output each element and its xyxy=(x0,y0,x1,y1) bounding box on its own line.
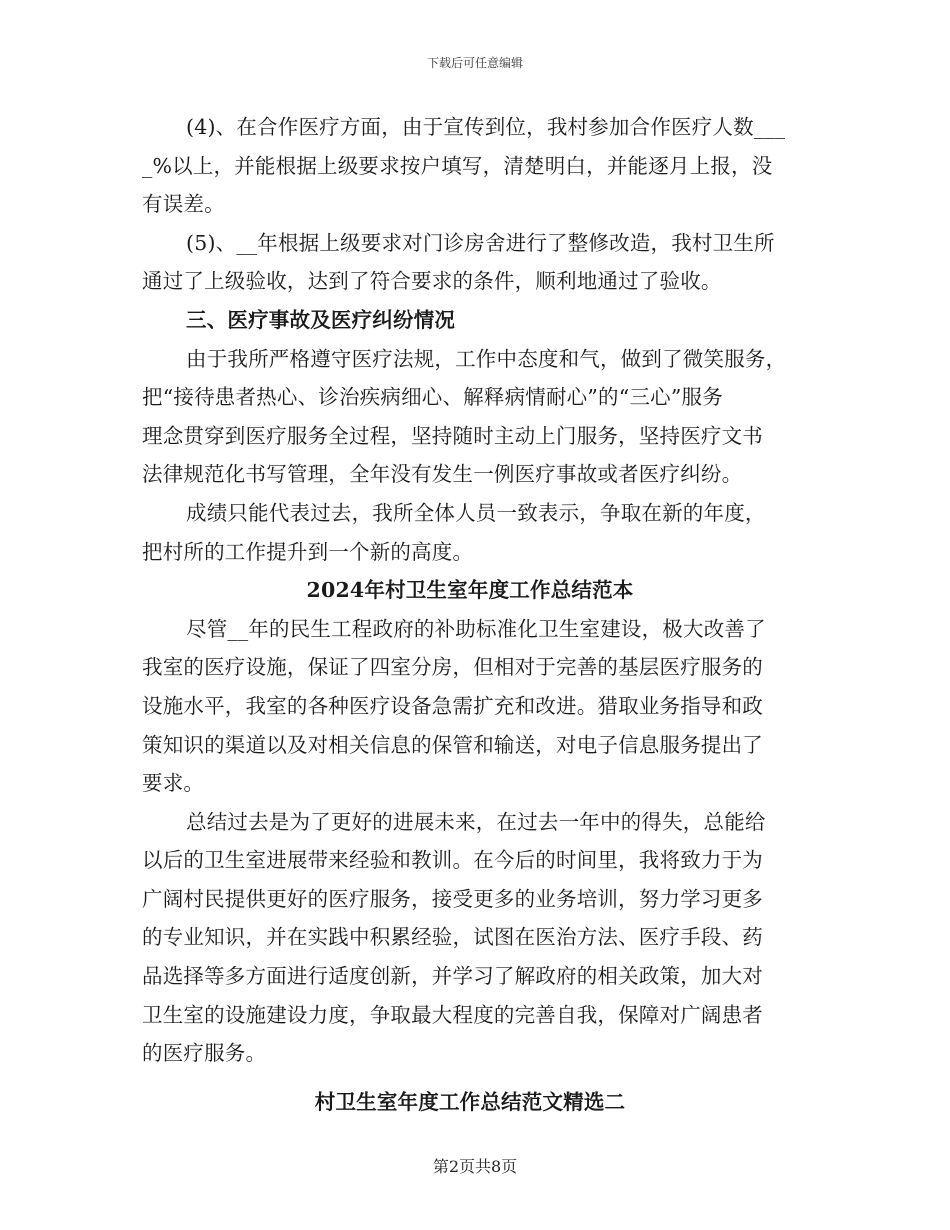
page-footer: 第2页共8页 xyxy=(432,1157,518,1176)
paragraph-line: _%以上，并能根据上级要求按户填写，清楚明白，并能逐月上报，没 xyxy=(142,153,773,178)
paragraph-line: 我室的医疗设施，保证了四室分房，但相对于完善的基层医疗服务的 xyxy=(142,655,763,680)
document-body xyxy=(142,108,798,1121)
paragraph-line: 广阔村民提供更好的医疗服务，接受更多的业务培训，努力学习更多 xyxy=(142,886,763,911)
paragraph-line: 把村所的工作提升到一个新的高度。 xyxy=(142,539,474,564)
paragraph-line: (4)、在合作医疗方面，由于宣传到位，我村参加合作医疗人数___ xyxy=(186,115,786,139)
paragraph-line: 有误差。 xyxy=(142,192,225,217)
paragraph-line: 成绩只能代表过去，我所全体人员一致表示，争取在新的年度， xyxy=(186,500,766,525)
paragraph-line: (5)、__年根据上级要求对门诊房舍进行了整修改造，我村卫生所 xyxy=(186,230,775,255)
paragraph-line: 的医疗服务。 xyxy=(142,1041,267,1066)
paragraph-line: 设施水平，我室的各种医疗设备急需扩充和改进。猎取业务指导和政 xyxy=(142,693,763,718)
paragraph-line: 尽管__年的民生工程政府的补助标准化卫生室建设，极大改善了 xyxy=(186,616,766,641)
page-header: 下载后可任意编辑 xyxy=(426,56,523,70)
section-heading: 三、医疗事故及医疗纠纷情况 xyxy=(186,307,456,332)
paragraph-line: 的专业知识，并在实践中积累经验，试图在医治方法、医疗手段、药 xyxy=(142,925,763,950)
paragraph-line: 要求。 xyxy=(142,771,205,796)
paragraph-line: 法律规范化书写管理，全年没有发生一例医疗事故或者医疗纠纷。 xyxy=(142,462,743,487)
document-title: 2024年村卫生室年度工作总结范本 xyxy=(306,578,634,603)
paragraph-line: 以后的卫生室进展带来经验和教训。在今后的时间里，我将致力于为 xyxy=(142,848,763,873)
paragraph-line: 把“接待患者热心、诊治疾病细心、解释病情耐心”的“三心”服务 xyxy=(142,385,723,410)
paragraph-line: 通过了上级验收，达到了符合要求的条件，顺利地通过了验收。 xyxy=(142,269,722,294)
paragraph-line: 理念贯穿到医疗服务全过程，坚持随时主动上门服务，坚持医疗文书 xyxy=(142,423,763,448)
document-title: 村卫生室年度工作总结范文精选二 xyxy=(314,1089,626,1114)
paragraph-line: 品选择等多方面进行适度创新，并学习了解政府的相关政策，加大对 xyxy=(142,964,763,989)
paragraph-line: 策知识的渠道以及对相关信息的保管和输送，对电子信息服务提出了 xyxy=(142,732,763,757)
paragraph-line: 卫生室的设施建设力度，争取最大程度的完善自我，保障对广阔患者 xyxy=(142,1002,763,1027)
paragraph-line: 由于我所严格遵守医疗法规，工作中态度和气，做到了微笑服务， xyxy=(186,346,787,371)
paragraph-line: 总结过去是为了更好的进展未来，在过去一年中的得失，总能给 xyxy=(186,809,766,834)
